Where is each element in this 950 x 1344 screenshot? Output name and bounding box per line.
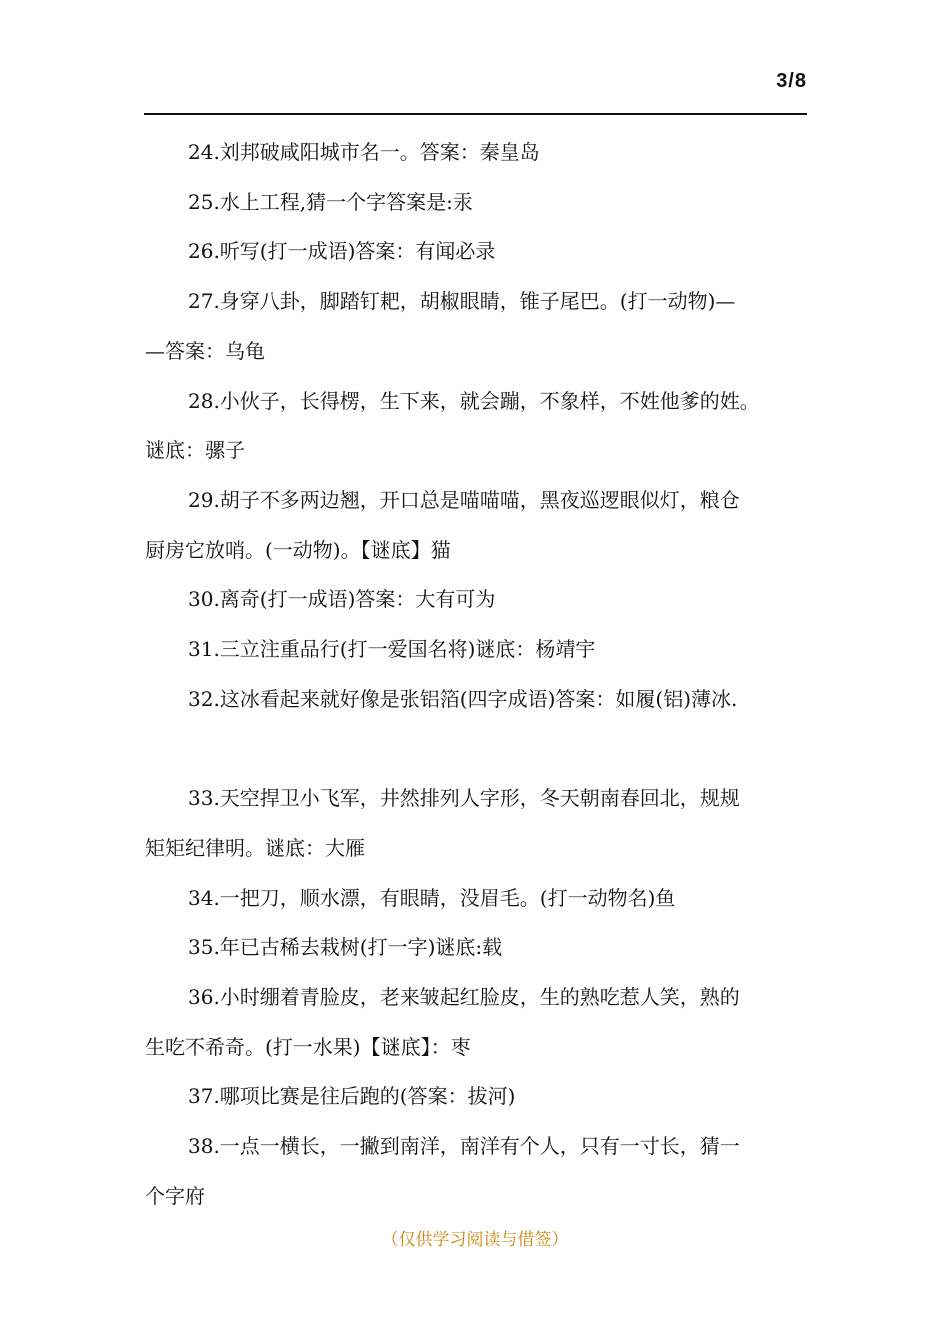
riddle-item-31 <box>145 625 807 675</box>
riddle-list <box>145 128 807 1221</box>
riddle-line: 33.天空捍卫小飞军，井然排列人字形，冬天朝南春回北，规规 <box>188 786 740 811</box>
riddle-line: 24.刘邦破咸阳城市名一。答案：秦皇岛 <box>188 140 540 164</box>
riddle-item-24 <box>145 128 807 178</box>
riddle-item-29 <box>145 476 807 575</box>
riddle-item-34 <box>145 874 807 924</box>
riddle-item-38 <box>145 1122 807 1221</box>
riddle-line-continued: 矩矩纪律明。谜底：大雁 <box>145 835 365 860</box>
footer-note: （仅供学习阅读与借签） <box>381 1230 569 1250</box>
riddle-item-36 <box>145 973 807 1072</box>
riddle-line: 34.一把刀，顺水漂，有眼睛，没眉毛。(打一动物名)鱼 <box>188 885 676 910</box>
riddle-line-continued: 生吃不希奇。(打一水果)【谜底】：枣 <box>145 1034 471 1059</box>
riddle-line: 38.一点一横长，一撇到南洋，南洋有个人，只有一寸长，猜一 <box>188 1134 740 1159</box>
riddle-item-25 <box>145 178 807 228</box>
riddle-line-continued: 厨房它放哨。(一动物)。【谜底】猫 <box>145 537 451 562</box>
riddle-item-35 <box>145 923 807 973</box>
riddle-line: 30.离奇(打一成语)答案：大有可为 <box>188 587 496 612</box>
riddle-item-26 <box>145 227 807 277</box>
riddle-line: 31.三立注重品行(打一爱国名将)谜底：杨靖宇 <box>188 637 596 662</box>
riddle-line: 32.这冰看起来就好像是张铝箔(四字成语)答案：如履(铝)薄冰. <box>188 686 738 711</box>
riddle-line: 36.小时绷着青脸皮，老来皱起红脸皮，生的熟吃惹人笑，熟的 <box>188 984 740 1009</box>
riddle-line: 27.身穿八卦，脚踏钉耙，胡椒眼睛，锥子尾巴。(打一动物)— <box>188 289 736 314</box>
page-number: 3/8 <box>776 70 807 92</box>
riddle-line-continued: 个字府 <box>145 1183 205 1208</box>
riddle-item-32 <box>145 675 807 725</box>
riddle-item-30 <box>145 575 807 625</box>
riddle-item-33 <box>145 774 807 873</box>
riddle-item-28 <box>145 377 807 476</box>
riddle-line: 29.胡子不多两边翘，开口总是喵喵喵，黑夜巡逻眼似灯，粮仓 <box>188 487 740 512</box>
riddle-item-27 <box>145 277 807 376</box>
riddle-line: 28.小伙子，长得楞，生下来，就会蹦，不象样，不姓他爹的姓。 <box>188 388 760 413</box>
riddle-item-37 <box>145 1072 807 1122</box>
riddle-line: 25.水上工程,猜一个字答案是:汞 <box>188 189 473 214</box>
riddle-line-continued: 谜底：骡子 <box>145 438 245 463</box>
blank-line <box>145 724 807 774</box>
riddle-line: 35.年已古稀去栽树(打一字)谜底:载 <box>188 935 503 960</box>
header-divider <box>144 113 807 115</box>
riddle-line-continued: —答案：乌龟 <box>145 338 265 363</box>
riddle-line: 37.哪项比赛是往后跑的(答案：拔河) <box>188 1084 516 1109</box>
riddle-line: 26.听写(打一成语)答案：有闻必录 <box>188 239 496 264</box>
